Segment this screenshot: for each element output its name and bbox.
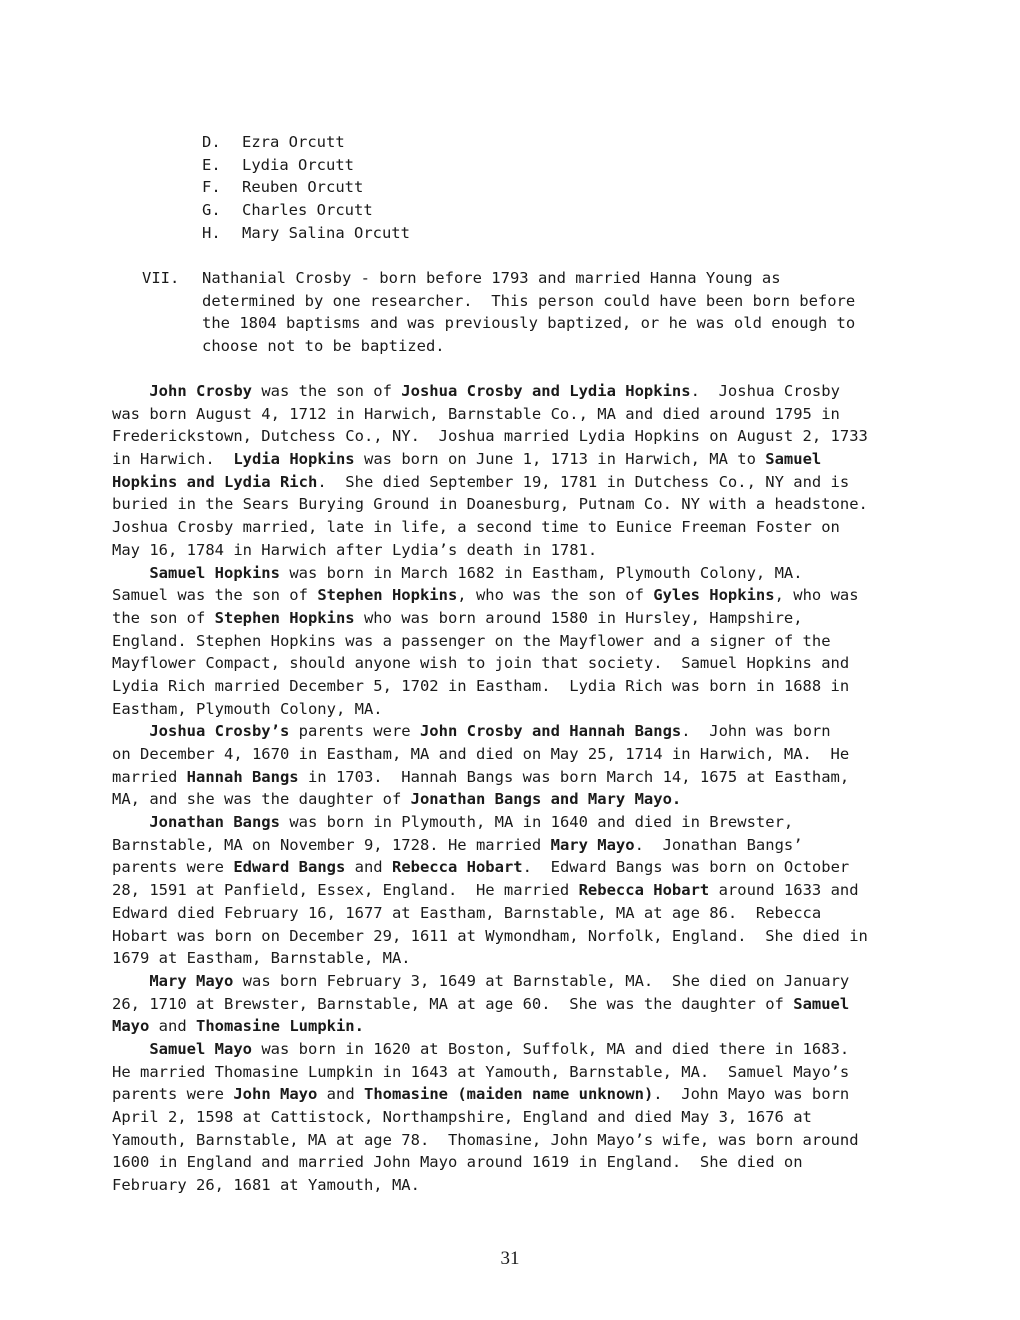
child-name: Charles Orcutt bbox=[242, 201, 373, 220]
text-run: who was born around 1580 in Hursley, Hampshire, bbox=[354, 608, 803, 627]
bold-name: Samuel bbox=[765, 450, 822, 469]
entry-vii-numeral: VII. bbox=[142, 269, 180, 287]
bold-name: Stephen Hopkins bbox=[317, 586, 458, 605]
text-run: was born August 4, 1712 in Harwich, Barnstable Co., MA and died around 1795 in bbox=[112, 404, 840, 423]
bold-name: John Crosby and Hannah Bangs bbox=[419, 722, 682, 741]
bold-name: Rebecca Hobart bbox=[578, 881, 710, 900]
body-line bbox=[112, 1106, 952, 1129]
body-line bbox=[112, 1015, 952, 1038]
bold-name: Mary Mayo bbox=[550, 835, 635, 854]
child-name: Lydia Orcutt bbox=[242, 155, 354, 174]
body-line bbox=[112, 1129, 952, 1152]
text-run: . Joshua Crosby bbox=[690, 382, 840, 400]
body-line bbox=[112, 902, 952, 925]
text-run: was the son of bbox=[251, 382, 402, 400]
text-run: was born February 3, 1649 at Barnstable, MA. She died on January bbox=[233, 971, 850, 990]
body-line bbox=[112, 925, 952, 948]
body-line bbox=[112, 947, 952, 970]
text-run: was born in March 1682 in Eastham, Plymouth Colony, MA. bbox=[279, 563, 803, 582]
body-line bbox=[112, 834, 952, 857]
entry-vii-line: determined by one researcher. This person could have been born before bbox=[202, 291, 856, 310]
text-run: parents were bbox=[112, 858, 234, 877]
children-list bbox=[202, 131, 410, 244]
text-run: parents were bbox=[112, 1085, 234, 1104]
text-run: and bbox=[345, 858, 392, 877]
bold-name: Hannah Bangs bbox=[186, 767, 299, 786]
bold-name: Samuel Hopkins bbox=[149, 563, 280, 582]
bold-name: John Crosby bbox=[149, 382, 252, 400]
entry-vii-text bbox=[202, 267, 942, 358]
body-line bbox=[112, 1151, 952, 1174]
child-name: Ezra Orcutt bbox=[242, 133, 345, 151]
bold-name: Rebecca Hobart bbox=[391, 858, 523, 877]
text-run: . She died September 19, 1781 in Dutchess Co., NY and is bbox=[317, 472, 850, 491]
bold-name: Joshua Crosby’s bbox=[149, 722, 290, 741]
text-run: 1600 in England and married John Mayo around 1619 in England. She died on bbox=[112, 1153, 803, 1172]
text-run: Lydia Rich married December 5, 1702 in Eastham. Lydia Rich was born in 1688 in bbox=[112, 676, 850, 695]
text-run: Mayflower Compact, should anyone wish to join that society. Samuel Hopkins and bbox=[112, 654, 850, 673]
text-run bbox=[112, 722, 149, 740]
text-run bbox=[112, 1040, 149, 1058]
child-letter: H. bbox=[202, 223, 221, 242]
text-run bbox=[112, 564, 149, 582]
bold-name: Lydia Hopkins bbox=[233, 450, 355, 469]
child-letter: D. bbox=[202, 133, 221, 151]
text-run: was born in 1620 at Boston, Suffolk, MA and died there in 1683. bbox=[251, 1039, 850, 1058]
text-run: was born on June 1, 1713 in Harwich, MA to bbox=[354, 450, 766, 469]
genealogy-body-text bbox=[112, 380, 952, 1197]
bold-name: John Mayo bbox=[233, 1085, 318, 1104]
bold-name: Samuel Mayo bbox=[149, 1039, 252, 1058]
entry-vii bbox=[142, 267, 942, 356]
bold-name: Gyles Hopkins bbox=[653, 586, 775, 605]
text-run bbox=[112, 382, 149, 400]
text-run: MA, and she was the daughter of bbox=[112, 790, 411, 809]
text-run: England. Stephen Hopkins was a passenger on the Mayflower and a signer of the bbox=[112, 631, 831, 650]
body-line bbox=[112, 1174, 952, 1197]
text-run: February 26, 1681 at Yamouth, MA. bbox=[112, 1176, 420, 1195]
body-line bbox=[112, 856, 952, 879]
body-line bbox=[112, 652, 952, 675]
text-run: Edward died February 16, 1677 at Eastham, Barnstable, MA at age 86. Rebecca bbox=[112, 903, 822, 922]
body-line bbox=[112, 788, 952, 811]
text-run: married bbox=[112, 767, 187, 786]
child-letter: E. bbox=[202, 155, 221, 174]
body-line bbox=[112, 403, 952, 426]
text-run: the son of bbox=[112, 608, 215, 627]
body-line bbox=[112, 584, 952, 607]
bold-name: Thomasine Lumpkin. bbox=[196, 1017, 364, 1036]
body-line bbox=[112, 516, 952, 539]
body-line bbox=[112, 471, 952, 494]
bold-name: Edward Bangs bbox=[233, 858, 346, 877]
bold-name: Hopkins and Lydia Rich bbox=[112, 472, 318, 491]
body-line bbox=[112, 1038, 952, 1061]
text-run: Eastham, Plymouth Colony, MA. bbox=[112, 699, 383, 718]
text-run bbox=[112, 813, 149, 831]
entry-vii-line: choose not to be baptized. bbox=[202, 337, 445, 356]
bold-name: Stephen Hopkins bbox=[214, 608, 355, 627]
text-run: . Edward Bangs was born on October bbox=[522, 858, 850, 877]
text-run: in Harwich. bbox=[112, 450, 234, 469]
body-line bbox=[112, 970, 952, 993]
text-run: 1679 at Eastham, Barnstable, MA. bbox=[112, 949, 411, 968]
text-run: on December 4, 1670 in Eastham, MA and died on May 25, 1714 in Harwich, MA. He bbox=[112, 745, 850, 763]
body-line bbox=[112, 993, 952, 1016]
body-line bbox=[112, 425, 952, 448]
entry-vii-line: the 1804 baptisms and was previously baptized, or he was old enough to bbox=[202, 314, 856, 333]
child-letter: G. bbox=[202, 201, 221, 220]
child-list-item bbox=[202, 176, 410, 199]
text-run: Hobart was born on December 29, 1611 at Wymondham, Norfolk, England. She died in bbox=[112, 926, 868, 945]
body-line bbox=[112, 607, 952, 630]
text-run: was born in Plymouth, MA in 1640 and died in Brewster, bbox=[279, 813, 794, 832]
bold-name: Mary Mayo bbox=[149, 971, 234, 990]
child-list-item bbox=[202, 222, 410, 245]
text-run: . John Mayo was born bbox=[653, 1085, 850, 1104]
body-line bbox=[112, 720, 952, 743]
text-run: Barnstable, MA on November 9, 1728. He married bbox=[112, 835, 551, 854]
bold-name: Jonathan Bangs and Mary Mayo. bbox=[410, 790, 682, 809]
text-run: . Jonathan Bangs’ bbox=[634, 835, 803, 854]
bold-name: Joshua Crosby and Lydia Hopkins bbox=[401, 382, 691, 400]
bold-name: Samuel bbox=[793, 994, 850, 1013]
entry-vii-line: Nathanial Crosby - born before 1793 and married Hanna Young as bbox=[202, 269, 781, 287]
body-line bbox=[112, 380, 952, 403]
text-run: in 1703. Hannah Bangs was born March 14, 1675 at Eastham, bbox=[298, 767, 850, 786]
text-run: buried in the Sears Burying Ground in Doanesburg, Putnam Co. NY with a headstone. bbox=[112, 495, 868, 514]
bold-name: Jonathan Bangs bbox=[149, 813, 280, 832]
child-letter: F. bbox=[202, 178, 221, 197]
text-run: Frederickstown, Dutchess Co., NY. Joshua married Lydia Hopkins on August 2, 1733 bbox=[112, 427, 868, 446]
text-run: April 2, 1598 at Cattistock, Northampshire, England and died May 3, 1676 at bbox=[112, 1108, 812, 1126]
child-list-item bbox=[202, 131, 410, 154]
body-line bbox=[112, 630, 952, 653]
body-line bbox=[112, 448, 952, 471]
child-name: Reuben Orcutt bbox=[242, 178, 364, 197]
body-line bbox=[112, 539, 952, 562]
body-line bbox=[112, 1083, 952, 1106]
child-list-item bbox=[202, 154, 410, 177]
text-run: parents were bbox=[289, 722, 420, 741]
child-list-item bbox=[202, 199, 410, 222]
text-run: Joshua Crosby married, late in life, a second time to Eunice Freeman Foster on bbox=[112, 518, 840, 537]
text-run: May 16, 1784 in Harwich after Lydia’s death in 1781. bbox=[112, 540, 598, 559]
page-number: 31 bbox=[500, 1248, 520, 1269]
body-line bbox=[112, 879, 952, 902]
bold-name: Mayo bbox=[112, 1017, 150, 1036]
body-line bbox=[112, 493, 952, 516]
body-line bbox=[112, 766, 952, 789]
text-run: Samuel was the son of bbox=[112, 586, 318, 605]
bold-name: Thomasine (maiden name unknown) bbox=[364, 1085, 654, 1104]
text-run: 28, 1591 at Panfield, Essex, England. He married bbox=[112, 881, 579, 900]
text-run: around 1633 and bbox=[709, 881, 859, 900]
text-run bbox=[112, 972, 149, 990]
body-line bbox=[112, 743, 952, 766]
text-run: . John was born bbox=[681, 722, 831, 741]
text-run: He married Thomasine Lumpkin in 1643 at Yamouth, Barnstable, MA. Samuel Mayo’s bbox=[112, 1062, 850, 1081]
body-line bbox=[112, 698, 952, 721]
body-line bbox=[112, 675, 952, 698]
text-run: , who was bbox=[774, 586, 859, 605]
text-run: Yamouth, Barnstable, MA at age 78. Thomasine, John Mayo’s wife, was born around bbox=[112, 1130, 859, 1149]
text-run: , who was the son of bbox=[457, 586, 654, 605]
text-run: 26, 1710 at Brewster, Barnstable, MA at age 60. She was the daughter of bbox=[112, 994, 794, 1013]
text-run: and bbox=[149, 1017, 196, 1036]
body-line bbox=[112, 811, 952, 834]
child-name: Mary Salina Orcutt bbox=[242, 223, 410, 242]
body-line bbox=[112, 1061, 952, 1084]
body-line bbox=[112, 562, 952, 585]
text-run: and bbox=[317, 1085, 364, 1104]
